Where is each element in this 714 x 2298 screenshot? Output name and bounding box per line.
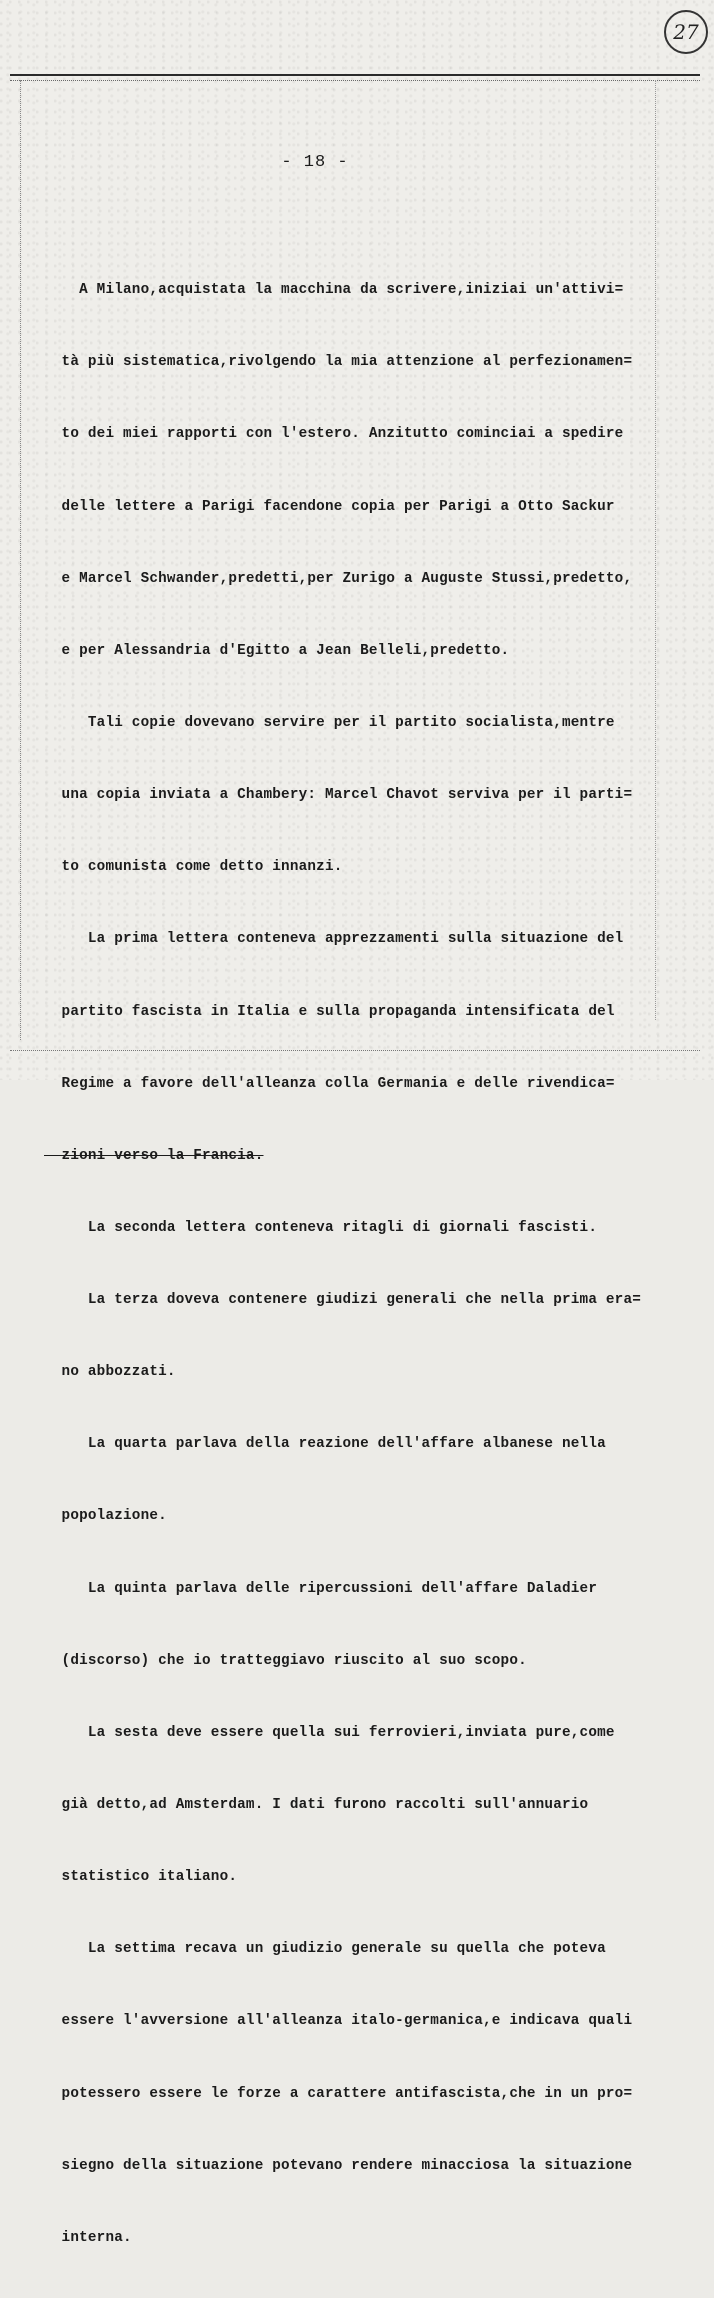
text-line: La terza doveva contenere giudizi generali che nella prima era= xyxy=(44,1292,642,1309)
top-border-rule xyxy=(10,74,700,81)
text-line: to comunista come detto innanzi. xyxy=(44,859,343,876)
text-line: già detto,ad Amsterdam. I dati furono raccolti sull'annuario xyxy=(44,1797,589,1814)
text-line: una copia inviata a Chambery: Marcel Chavot serviva per il parti= xyxy=(44,787,633,804)
text-line: interna. xyxy=(44,2229,132,2246)
text-line: siegno della situazione potevano rendere minacciosa la situazione xyxy=(44,2157,633,2174)
text-line: La sesta deve essere quella sui ferrovieri,inviata pure,come xyxy=(44,1724,615,1741)
text-line: tà più sistematica,rivolgendo la mia attenzione al perfezionamen= xyxy=(44,354,633,371)
text-line: to dei miei rapporti con l'estero. Anzitutto cominciai a spedire xyxy=(44,426,624,443)
text-line: essere l'avversione all'alleanza italo-germanica,e indicava quali xyxy=(44,2013,633,2030)
text-line: potessero essere le forze a carattere antifascista,che in un pro= xyxy=(44,2085,633,2102)
text-line-struck: zioni verso la Francia. xyxy=(44,1147,264,1164)
text-line: statistico italiano. xyxy=(44,1869,238,1886)
text-line: no abbozzati. xyxy=(44,1364,176,1381)
right-margin-line xyxy=(655,80,657,1020)
text-line: Tali copie dovevano servire per il partito socialista,mentre xyxy=(44,714,615,731)
text-line: La settima recava un giudizio generale su quella che poteva xyxy=(44,1941,606,1958)
text-line: popolazione. xyxy=(44,1508,167,1525)
typewritten-body xyxy=(44,230,642,2298)
folio-number-circle: 27 xyxy=(664,10,708,54)
page-number: - 18 - xyxy=(281,153,349,172)
text-line: (discorso) che io tratteggiavo riuscito al suo scopo. xyxy=(44,1652,527,1669)
text-line: Regime a favore dell'alleanza colla Germania e delle rivendica= xyxy=(44,1075,615,1092)
text-line: e per Alessandria d'Egitto a Jean Belleli,predetto. xyxy=(44,642,510,659)
text-line: La quinta parlava delle ripercussioni dell'affare Daladier xyxy=(44,1580,598,1597)
text-line: La seconda lettera conteneva ritagli di giornali fascisti. xyxy=(44,1219,598,1236)
text-line: delle lettere a Parigi facendone copia per Parigi a Otto Sackur xyxy=(44,498,615,515)
text-line: La prima lettera conteneva apprezzamenti sulla situazione del xyxy=(44,931,624,948)
text-line: A Milano,acquistata la macchina da scrivere,iniziai un'attivi= xyxy=(44,282,624,299)
left-margin-line xyxy=(20,80,22,1040)
text-line: La quarta parlava della reazione dell'affare albanese nella xyxy=(44,1436,606,1453)
text-line: e Marcel Schwander,predetti,per Zurigo a Auguste Stussi,predetto, xyxy=(44,570,633,587)
text-line: partito fascista in Italia e sulla propaganda intensificata del xyxy=(44,1003,615,1020)
